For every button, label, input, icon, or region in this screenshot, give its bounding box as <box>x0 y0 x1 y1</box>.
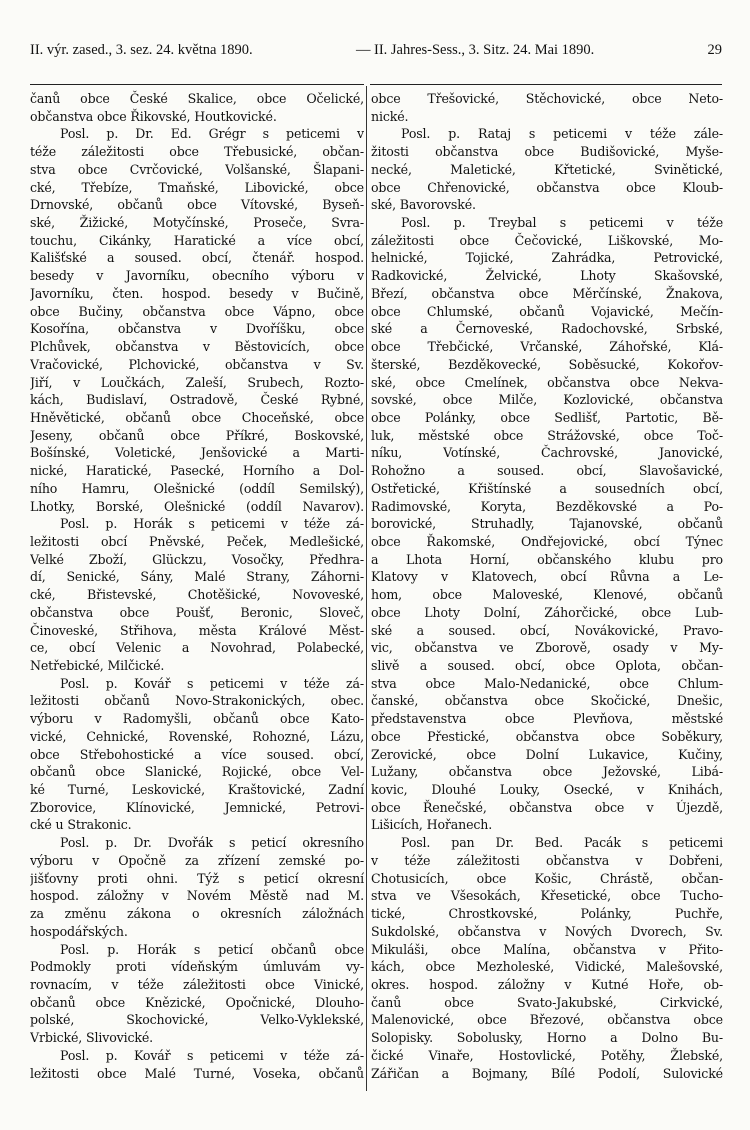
right-column-line: Zerovické, obce Dolní Lukavice, Kučiny, <box>371 746 723 762</box>
right-column-line: Rohožno a soused. obcí, Slavošavické, <box>371 463 723 479</box>
left-column-line: ce, obcí Velenic a Novohrad, Polabecké, <box>30 640 364 656</box>
left-column-line: vické, Cehnické, Rovenské, Rohozné, Lázu, <box>30 728 364 744</box>
right-column-line: Ostřetické, Křištínské a sousedních obcí, <box>371 480 723 496</box>
left-column-line: polské, Skochovické, Velko-Vyklekské, <box>30 1012 364 1028</box>
right-column-line: Březí, občanstva obce Měrčínské, Žnakova, <box>371 285 723 301</box>
header-german: II. Jahres-Sess., 3. Sitz. 24. Mai 1890. <box>374 42 595 58</box>
left-column-line: ké Turné, Leskovické, Kraštovické, Zadní <box>30 782 364 798</box>
right-column-line: čické Vinaře, Hostovlické, Potěhy, Žlebské, <box>371 1047 723 1063</box>
left-column-line: ležitosti obcí Pněvské, Peček, Medlešické, <box>30 533 364 549</box>
column-divider <box>366 86 367 1091</box>
left-column-line: občanstva obce Řikovské, Houtkovické. <box>30 108 277 124</box>
left-column-line: cké, Břistevské, Chotěšické, Novoveské, <box>30 587 364 603</box>
right-column-line: vic, občanstva ve Zborově, osady v My- <box>371 640 723 656</box>
left-column-line: nické, Haratické, Pasecké, Horního a Dol- <box>30 463 364 479</box>
left-column-line: ské, Žižické, Motyčínské, Proseče, Svra- <box>30 215 364 231</box>
right-column-line: Lišicích, Hořanech. <box>371 817 493 833</box>
left-column-line: Drnovské, občanů obce Vítovské, Byseň- <box>30 197 364 213</box>
left-column-line: Kališťské a soused. obcí, čtenář. hospod. <box>30 250 364 266</box>
right-column-line: níku, Votínské, Čachrovské, Janovické, <box>371 445 723 461</box>
left-column-line: Javorníku, čten. hospod. besedy v Bučině, <box>30 285 364 301</box>
left-column-line: Zborovice, Klínovické, Jemnické, Petrovi- <box>30 799 364 815</box>
left-column-line: dí, Senické, Sány, Malé Strany, Záhorni- <box>30 569 364 585</box>
left-column-line: obce Bučiny, občanstva obce Vápno, obce <box>30 303 364 319</box>
left-column-line: hospod. záložny v Novém Městě nad M. <box>30 888 364 904</box>
right-column-line: Mikuláši, obce Malína, občanstva v Přito- <box>371 941 723 957</box>
left-column-line: Velké Zboží, Glückzu, Vosočky, Předhra- <box>30 551 364 567</box>
left-column-line: Jiří, v Loučkách, Zaleší, Srubech, Rozto- <box>30 374 364 390</box>
right-column-line: helnické, Tojické, Zahrádka, Petrovické, <box>371 250 723 266</box>
right-column-line: Posl. p. Rataj s peticemi v téže zále- <box>401 126 723 142</box>
right-column-line: záležitosti obce Čečovické, Liškovské, Mo- <box>371 232 723 248</box>
right-column-line: obce Polánky, obce Sedlišť, Partotic, Bě- <box>371 409 723 425</box>
left-column-line: téže záležitosti obce Třebusické, občan- <box>30 144 364 160</box>
left-column-line: občanů obce Slanické, Rojické, obce Vel- <box>30 764 364 780</box>
left-column-line: Plchůvek, občanstva v Běstovicích, obce <box>30 339 364 355</box>
right-column-line: borovické, Struhadly, Tajanovské, občanů <box>371 516 723 532</box>
right-column-line: Posl. p. Treybal s peticemi v téže <box>401 215 723 231</box>
right-column-line: nické. <box>371 108 409 124</box>
left-column-line: výboru v Opočně za zřízení zemské po- <box>30 852 364 868</box>
left-column-line: cké u Strakonic. <box>30 817 132 833</box>
right-column-line: Radkovické, Želvické, Lhoty Skašovské, <box>371 268 723 284</box>
left-column-line: Hněvětické, občanů obce Choceňské, obce <box>30 409 364 425</box>
right-column-line: obce Třešovické, Stěchovické, obce Neto- <box>371 91 723 106</box>
right-column-line: luk, městské obce Strážovské, obce Toč- <box>371 427 723 443</box>
right-column-line: Sukdolské, občanstva v Nových Dvorech, Sv. <box>371 923 723 939</box>
right-column-line: Zářičan a Bojmany, Bílé Podolí, Sulovické <box>371 1065 723 1081</box>
left-column-line: Posl. p. Kovář s peticemi v téže zá- <box>60 675 364 691</box>
right-column-line: tické, Chrostkovské, Polánky, Puchře, <box>371 906 723 922</box>
right-column-line: sovské, obce Milče, Kozlovické, občanstva <box>371 392 723 408</box>
right-column-line: ské a soused. obcí, Novákovické, Pravo- <box>371 622 723 638</box>
right-column-line: slivě a soused. obcí, obce Oplota, občan- <box>371 658 723 673</box>
left-column-line: ležitosti obce Malé Turné, Voseka, občanů <box>30 1065 364 1081</box>
right-column-line: obce Chřenovické, občanstva obce Kloub- <box>371 179 723 195</box>
page-number: 29 <box>707 42 722 58</box>
right-column-line: stva obce Malo-Nedanické, obce Chlum- <box>371 675 723 691</box>
left-column-line: čanů obce České Skalice, obce Očelické, <box>30 91 364 106</box>
right-column-line: obce Lhoty Dolní, Záhorčické, obce Lub- <box>371 604 723 620</box>
right-column-line: kovic, Dlouhé Louky, Osecké, v Knihách, <box>371 782 723 798</box>
left-column-line: za změnu zákona o okresních záložnách <box>30 906 364 922</box>
header-separator: — <box>356 42 371 58</box>
left-column-line: ležitosti občanů Novo-Strakonických, obec. <box>30 693 364 709</box>
right-column-line: představenstva obce Plevňova, městské <box>371 711 723 727</box>
left-column-line: stva obce Cvrčovické, Volšanské, Šlapani- <box>30 161 364 177</box>
left-column-line: Posl. p. Dr. Ed. Grégr s peticemi v <box>60 126 364 142</box>
left-column-line: Posl. p. Horák s peticí občanů obce <box>60 941 364 957</box>
right-column-line: obce Řakomské, Ondřejovické, obcí Týnec <box>371 533 723 549</box>
right-column-line: žitosti občanstva obce Budišovické, Myše- <box>371 144 723 160</box>
running-header <box>30 42 722 64</box>
right-column-line: Malenovické, obce Březové, občanstva obce <box>371 1012 723 1028</box>
right-column-line: ské, obce Cmelínek, občanstva obce Nekva- <box>371 374 723 390</box>
left-column-line: Bošínské, Voletické, Jenšovické a Marti- <box>30 445 364 461</box>
left-column-line: Lhotky, Borské, Olešnické (oddíl Navarov). <box>30 498 364 514</box>
left-column-line: touchu, Cikánky, Haratické a více obcí, <box>30 232 364 248</box>
left-column-line: Jeseny, občanů obce Příkré, Boskovské, <box>30 427 364 443</box>
right-column-line: Radimovské, Koryta, Bezděkovské a Po- <box>371 498 723 514</box>
left-column-line: Posl. p. Dr. Dvořák s peticí okresního <box>60 835 364 851</box>
right-column-line: ské, Bavorovské. <box>371 197 476 213</box>
right-column <box>371 90 723 1082</box>
right-column-line: ské a Černoveské, Radochovské, Srbské, <box>371 321 723 337</box>
right-column-line: Chotusicích, obce Košic, Chrástě, občan- <box>371 870 723 886</box>
left-column-line: jišťovny proti ohni. Týž s peticí okresní <box>30 870 364 886</box>
right-column-line: obce Řenečské, občanstva obce v Újezdě, <box>371 799 723 815</box>
left-column-line: besedy v Javorníku, obecního výboru v <box>30 268 364 284</box>
left-column-line: kách, Budislaví, Ostradově, České Rybné, <box>30 392 364 408</box>
left-column-line: Netřebické, Milčické. <box>30 658 165 673</box>
left-column-line: výboru v Radomyšli, občanů obce Kato- <box>30 711 364 727</box>
left-column-line: rovnacím, v téže záležitosti obce Vinické, <box>30 976 364 992</box>
right-column-line: Solopisky. Sobolusky, Horno a Dolno Bu- <box>371 1030 723 1046</box>
left-column-line: Vračovické, Plchovické, občanstva v Sv. <box>30 356 364 372</box>
right-column-line: šterské, Bezděkovecké, Soběsucké, Kokořov- <box>371 356 723 372</box>
left-column-line: cké, Třebíze, Tmaňské, Libovické, obce <box>30 179 364 195</box>
right-column-line: necké, Maletické, Křtetické, Svinětické, <box>371 161 723 177</box>
right-column-line: Lužany, občanstva obce Ježovské, Libá- <box>371 764 723 780</box>
right-column-line: čanské, občanstva obce Skočické, Dnešic, <box>371 693 723 709</box>
left-column-line: Kosořína, občanstva v Dvoříšku, obce <box>30 321 364 337</box>
left-column-line: občanstva obce Poušť, Beronic, Sloveč, <box>30 604 364 620</box>
right-column-line: Posl. pan Dr. Bed. Pacák s peticemi <box>401 835 723 851</box>
left-column-line: občanů obce Knězické, Opočnické, Dlouho- <box>30 994 364 1010</box>
left-column <box>30 90 364 1082</box>
left-column-line: Vrbické, Slivovické. <box>30 1030 154 1046</box>
right-column-line: Klatovy v Klatovech, obcí Růvna a Le- <box>371 569 723 585</box>
right-column-line: obce Chlumské, občanů Vojavické, Mečín- <box>371 303 723 319</box>
header-czech: II. výr. zased., 3. sez. 24. května 1890. <box>30 42 253 58</box>
left-column-line: ního Hamru, Olešnické (oddíl Semilský), <box>30 480 364 496</box>
right-column-line: kách, obce Mezholeské, Vidické, Malešovské, <box>371 959 723 975</box>
header-rule-right <box>370 84 722 85</box>
left-column-line: Posl. p. Kovář s peticemi v téže zá- <box>60 1047 364 1063</box>
right-column-line: okres. hospod. záložny v Kutné Hoře, ob- <box>371 976 723 992</box>
right-column-line: v téže záležitosti občanstva v Dobřeni, <box>371 852 723 868</box>
left-column-line: Činoveské, Střihova, města Králové Měst- <box>30 622 364 638</box>
right-column-line: obce Přestické, občanstva obce Soběkury, <box>371 728 723 744</box>
right-column-line: hom, obce Maloveské, Klenové, občanů <box>371 587 723 603</box>
header-rule-left <box>30 84 364 85</box>
right-column-line: čanů obce Svato-Jakubské, Cirkvické, <box>371 994 723 1010</box>
right-column-line: a Lhota Horní, občanského klubu pro <box>371 551 723 567</box>
left-column-line: obce Střebohostické a více soused. obcí, <box>30 746 364 762</box>
left-column-line: Podmokly proti vídeňským úmluvám vy- <box>30 959 364 975</box>
right-column-line: obce Třebčické, Vrčanské, Záhořské, Klá- <box>371 339 723 355</box>
left-column-line: Posl. p. Horák s peticemi v téže zá- <box>60 516 364 532</box>
right-column-line: stva ve Všesokách, Křesetické, obce Tucho- <box>371 888 723 904</box>
left-column-line: hospodářských. <box>30 923 128 939</box>
